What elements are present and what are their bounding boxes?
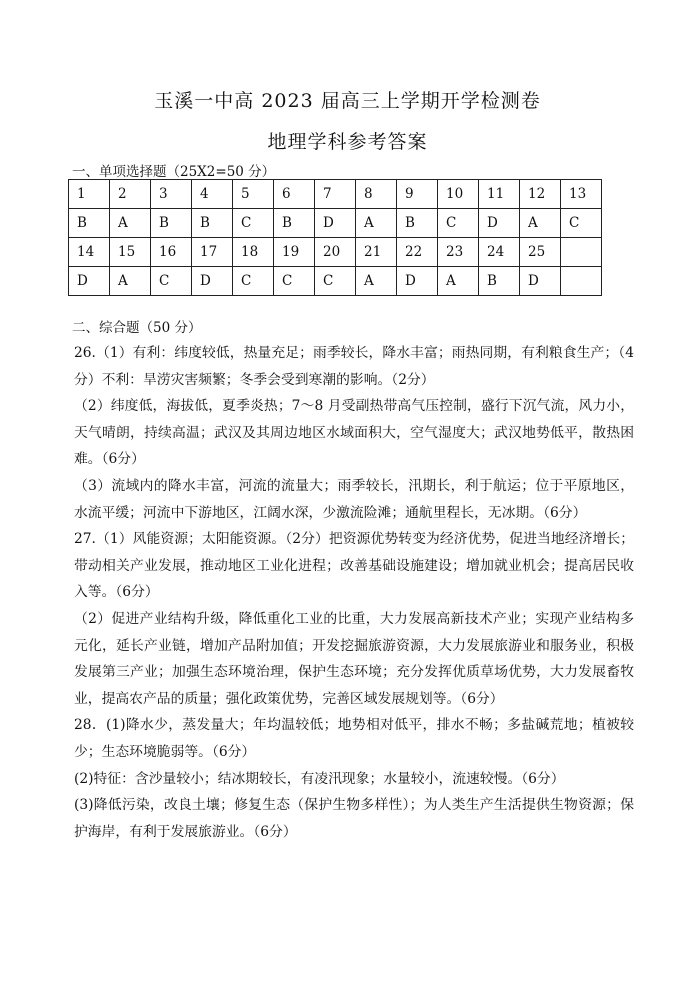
answer-table-cell: C: [561, 209, 602, 238]
answer-table-cell: D: [69, 267, 110, 296]
answer-table-cell: 4: [192, 180, 233, 209]
answer-table-cell: 23: [438, 238, 479, 267]
answer-table-cell: A: [438, 267, 479, 296]
answer-table-cell: 5: [233, 180, 274, 209]
answer-table-cell: 25: [520, 238, 561, 267]
answer-table-cell: C: [315, 267, 356, 296]
answer-table-cell: D: [520, 267, 561, 296]
answer-table-cell: D: [315, 209, 356, 238]
page-title: 玉溪一中高 2023 届高三上学期开学检测卷: [154, 90, 541, 112]
answer-table-cell: 14: [69, 238, 110, 267]
answer-table-cell: B: [274, 209, 315, 238]
answer-table-cell: 2: [110, 180, 151, 209]
answer-paragraph: (3)降低污染，改良土壤；修复生态（保护生物多样性）；为人类生产生活提供生物资源；保护海岸，有利于发展旅游业。（6分）: [74, 797, 634, 840]
answer-table-cell: 11: [479, 180, 520, 209]
answer-paragraph: 28．(1)降水少，蒸发量大；年均温较低；地势相对低平，排水不畅；多盐碱荒地；植被较少；生态环境脆弱等。（6分）: [74, 717, 634, 760]
answer-table-cell: 13: [561, 180, 602, 209]
section-heading-multiple-choice: 一、单项选择题（25X2=50 分）: [72, 164, 276, 180]
answer-table-cell: 3: [151, 180, 192, 209]
answer-table-row: [69, 209, 602, 238]
answer-table-cell: 7: [315, 180, 356, 209]
answer-paragraph: 27.（1）风能资源；太阳能资源。（2分）把资源优势转变为经济优势，促进当地经济增长；带动相关产业发展，推动地区工业化进程；改善基础设施建设；增加就业机会；提高居民收入等。（6分）: [74, 531, 634, 601]
answer-table-cell: 6: [274, 180, 315, 209]
section-heading-comprehensive: 二、综合题（50 分）: [72, 320, 202, 336]
answer-paragraph: (2)特征：含沙量较小；结冰期较长，有凌汛现象；水量较小，流速较慢。（6分）: [74, 770, 565, 787]
answer-paragraph: （3）流域内的降水丰富，河流的流量大；雨季较长，汛期长，利于航运；位于平原地区，水流平缓；河流中下游地区，江阔水深，少激流险滩；通航里程长，无冰期。（6分）: [74, 477, 634, 521]
answer-table-cell: C: [233, 209, 274, 238]
answer-table-cell: B: [69, 209, 110, 238]
answer-key-table: [68, 179, 602, 296]
answer-table-cell: 16: [151, 238, 192, 267]
answer-table-row: [69, 238, 602, 267]
answer-table-cell: 10: [438, 180, 479, 209]
answer-table-cell: 8: [356, 180, 397, 209]
answer-table-cell: 9: [397, 180, 438, 209]
answer-table-cell: 19: [274, 238, 315, 267]
answer-table-cell: A: [356, 209, 397, 238]
answer-table-cell: 17: [192, 238, 233, 267]
answer-paragraph: 26.（1）有利：纬度较低，热量充足；雨季较长，降水丰富；雨热同期，有利粮食生产；（4分）不利：旱涝灾害频繁；冬季会受到寒潮的影响。（2分）: [74, 345, 634, 388]
answer-table-cell: 18: [233, 238, 274, 267]
answer-table-cell: [561, 267, 602, 296]
answer-table-cell: A: [110, 267, 151, 296]
answer-table-cell: C: [274, 267, 315, 296]
answer-table-cell: 21: [356, 238, 397, 267]
answer-table-cell: 15: [110, 238, 151, 267]
answer-table-cell: B: [479, 267, 520, 296]
answer-table-cell: 1: [69, 180, 110, 209]
answer-table-cell: 22: [397, 238, 438, 267]
page-subtitle: 地理学科参考答案: [267, 131, 428, 153]
answer-table-cell: B: [397, 209, 438, 238]
answer-paragraph: （2）纬度低，海拔低，夏季炎热；7～8 月受副热带高气压控制，盛行下沉气流，风力小，天气晴朗，持续高温；武汉及其周边地区水域面积大，空气湿度大；武汉地势低平，散热困难。（6分）: [74, 398, 634, 468]
answer-table-cell: D: [479, 209, 520, 238]
answer-table-cell: 20: [315, 238, 356, 267]
answer-table-cell: C: [233, 267, 274, 296]
answer-table-cell: B: [151, 209, 192, 238]
answer-table-cell: D: [192, 267, 233, 296]
answer-table-row: [69, 267, 602, 296]
answer-table-cell: A: [110, 209, 151, 238]
answer-table-cell: 12: [520, 180, 561, 209]
answer-table-cell: C: [438, 209, 479, 238]
answer-table-cell: D: [397, 267, 438, 296]
answer-table-cell: A: [520, 209, 561, 238]
answer-table-cell: C: [151, 267, 192, 296]
answer-table-cell: A: [356, 267, 397, 296]
comprehensive-answers: [74, 340, 634, 845]
answer-paragraph: （2）促进产业结构升级，降低重化工业的比重，大力发展高新技术产业；实现产业结构多元化，延长产业链，增加产品附加值；开发挖掘旅游资源，大力发展旅游业和服务业，积极发展第三产业；加强生态环境治理，保护生态环境；充分发挥优质草场优势，大力发展畜牧业，提高农产品的质量；强化政策优势，完善区域发展规划等。（6分）: [74, 610, 634, 707]
answer-table-cell: [561, 238, 602, 267]
answer-table-cell: 24: [479, 238, 520, 267]
answer-table-cell: B: [192, 209, 233, 238]
answer-table-row: [69, 180, 602, 209]
